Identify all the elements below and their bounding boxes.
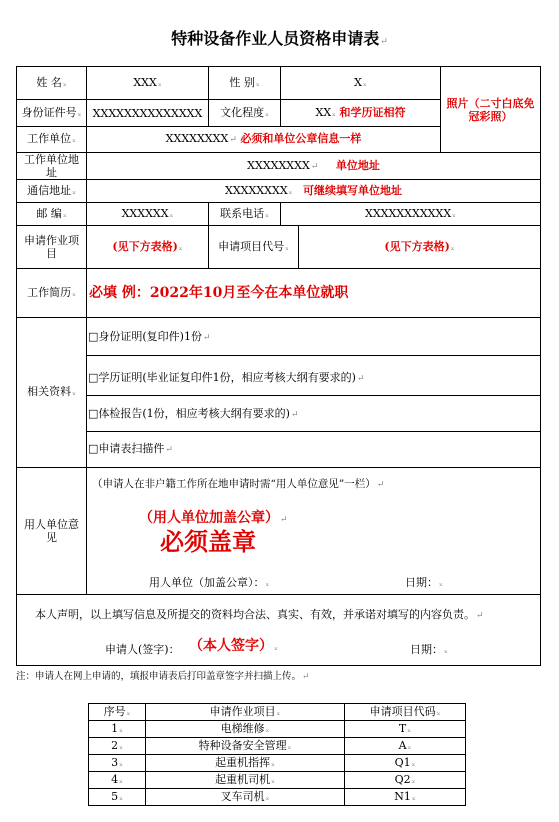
table-header: 申请作业项目ₓ: [146, 704, 345, 721]
opinion-note: （用人单位加盖公章）↵: [139, 510, 288, 526]
code-label: 申请项目代号ₓ: [209, 226, 299, 269]
project-label: 申请作业项目: [17, 226, 87, 269]
employer-value[interactable]: XXXXXXXX↵ 必须和单位公章信息一样: [87, 127, 441, 153]
table-cell: 3ₓ: [89, 755, 146, 772]
declaration-box: [17, 595, 541, 666]
table-cell: Q1ₓ: [345, 755, 466, 772]
table-row: [89, 755, 466, 772]
id-value[interactable]: XXXXXXXXXXXXXX: [87, 100, 209, 127]
opinion-hint: （申请人在非户籍工作所在地申请时需“用人单位意见”一栏）↵: [92, 478, 385, 490]
page-title: 特种设备作业人员资格申请表↵: [171, 29, 388, 48]
name-value[interactable]: XXXₓ: [87, 67, 209, 100]
table-header: 序号ₓ: [89, 704, 146, 721]
table-row: [89, 772, 466, 789]
edu-value[interactable]: XXₓ 和学历证相符: [281, 100, 441, 127]
table-cell: 5ₓ: [89, 789, 146, 806]
opinion-sign-label[interactable]: 用人单位（加盖公章）：ₓ: [149, 576, 270, 589]
applicant-sign-note: （本人签字）ₓ: [189, 638, 278, 654]
employer-label: 工作单位ₓ: [17, 127, 87, 153]
phone-value[interactable]: XXXXXXXXXXXₓ: [281, 203, 541, 226]
table-cell: 4ₓ: [89, 772, 146, 789]
material-item-scan[interactable]: □申请表扫描件↵: [88, 442, 173, 455]
employer-opinion-label: 用人单位意见: [17, 468, 87, 595]
table-cell: 1ₓ: [89, 721, 146, 738]
material-item-diploma[interactable]: □学历证明(毕业证复印件1份，相应考核大纲有要求的)↵: [88, 371, 365, 384]
photo-box: 照片（二寸白底免冠彩照）: [441, 67, 541, 153]
gender-value[interactable]: Xₓ: [281, 67, 441, 100]
employer-opinion-box: [87, 468, 541, 595]
table-cell: 特种设备安全管理ₓ: [146, 738, 345, 755]
footnote: 注：申请人在网上申请的，填报申请表后打印盖章签字并扫描上传。↵: [16, 671, 310, 682]
postcode-label: 邮 编ₓ: [17, 203, 87, 226]
table-cell: Q2ₓ: [345, 772, 466, 789]
postcode-value[interactable]: XXXXXXₓ: [87, 203, 209, 226]
table-cell: 2ₓ: [89, 738, 146, 755]
work-address-label: 工作单位地址: [17, 153, 87, 180]
gender-label: 性 别ₓ: [209, 67, 281, 100]
applicant-sign-label[interactable]: 申请人(签字)：: [105, 643, 180, 656]
application-form: [16, 66, 541, 666]
code-value[interactable]: (见下方表格)ₓ: [299, 226, 541, 269]
table-cell: N1ₓ: [345, 789, 466, 806]
opinion-date-label[interactable]: 日期：ₓ: [405, 576, 443, 589]
applicant-date-label[interactable]: 日期：ₓ: [410, 643, 448, 656]
project-value[interactable]: (见下方表格)ₓ: [87, 226, 209, 269]
resume-value[interactable]: 必填 例：2022年10月至今在本单位就职: [87, 269, 541, 318]
table-row: [89, 721, 466, 738]
project-code-table: [88, 703, 466, 806]
table-row: [89, 789, 466, 806]
table-cell: Tₓ: [345, 721, 466, 738]
table-row: [89, 738, 466, 755]
id-label: 身份证件号ₓ: [17, 100, 87, 127]
materials-label: 相关资料ₓ: [17, 318, 87, 468]
resume-label: 工作简历ₓ: [17, 269, 87, 318]
table-cell: 起重机司机ₓ: [146, 772, 345, 789]
material-item-health-report[interactable]: □体检报告(1份，相应考核大纲有要求的)↵: [88, 407, 299, 420]
phone-label: 联系电话ₓ: [209, 203, 281, 226]
materials-list: [87, 318, 541, 468]
work-address-value[interactable]: XXXXXXXX↵ 单位地址: [87, 153, 541, 180]
material-item-id[interactable]: □身份证明(复印件)1份↵: [88, 330, 211, 343]
table-cell: Aₓ: [345, 738, 466, 755]
edu-label: 文化程度ₓ: [209, 100, 281, 127]
mail-address-value[interactable]: XXXXXXXXₓ 可继续填写单位地址: [87, 180, 541, 203]
table-cell: 起重机指挥ₓ: [146, 755, 345, 772]
opinion-stamp-note: 必须盖章: [160, 527, 256, 556]
name-label: 姓 名ₓ: [17, 67, 87, 100]
table-header-row: [89, 704, 466, 721]
table-cell: 叉车司机ₓ: [146, 789, 345, 806]
table-header: 申请项目代码ₓ: [345, 704, 466, 721]
table-cell: 电梯维修ₓ: [146, 721, 345, 738]
declaration-text: 本人声明，以上填写信息及所提交的资料均合法、真实、有效，并承诺对填写的内容负责。↵: [35, 608, 484, 621]
mail-address-label: 通信地址ₓ: [17, 180, 87, 203]
